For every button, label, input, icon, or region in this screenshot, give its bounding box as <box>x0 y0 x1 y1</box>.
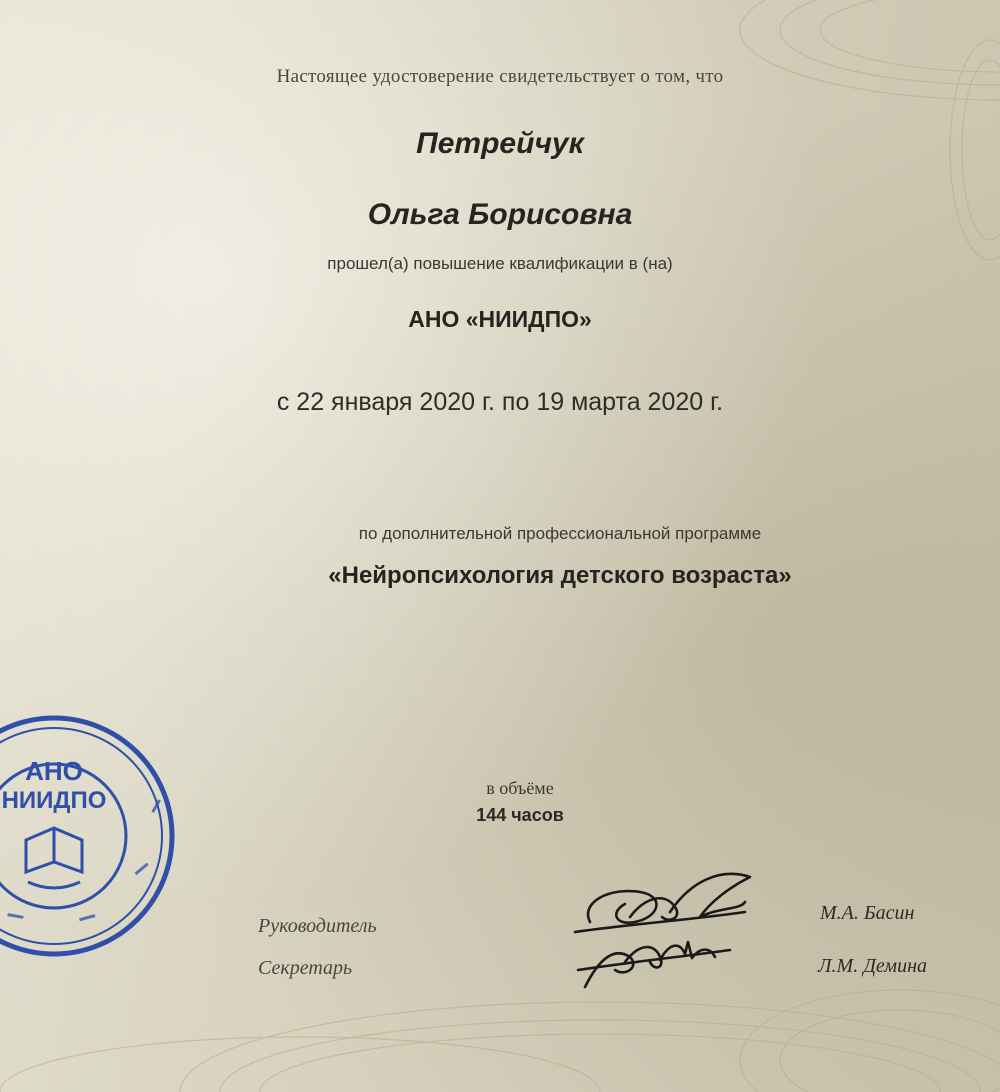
organization-name: АНО «НИИДПО» <box>408 306 592 332</box>
secretary-label: Секретарь <box>258 957 353 979</box>
director-label: Руководитель <box>258 915 377 937</box>
completed-text: прошел(а) повышение квалификации в (на) <box>327 254 673 273</box>
organization-seal <box>0 712 178 960</box>
seal-text-line2: НИИДПО <box>1 787 107 814</box>
secretary-name: Л.М. Демина <box>818 955 927 977</box>
recipient-given-names: Ольга Борисовна <box>367 198 633 231</box>
volume-value: 144 часов <box>476 805 564 825</box>
program-intro: по дополнительной профессиональной программе <box>358 524 762 543</box>
director-name: М.А. Басин <box>820 902 915 924</box>
seal-text-line1: АНО <box>25 756 83 786</box>
handwritten-signatures <box>570 862 770 1002</box>
training-period: с 22 января 2020 г. по 19 марта 2020 г. <box>276 388 724 416</box>
intro-text: Настоящее удостоверение свидетельствует о том, что <box>276 66 724 87</box>
program-name: «Нейропсихология детского возраста» <box>328 562 792 589</box>
recipient-surname: Петрейчук <box>416 127 584 160</box>
volume-label: в объёме <box>486 778 554 798</box>
